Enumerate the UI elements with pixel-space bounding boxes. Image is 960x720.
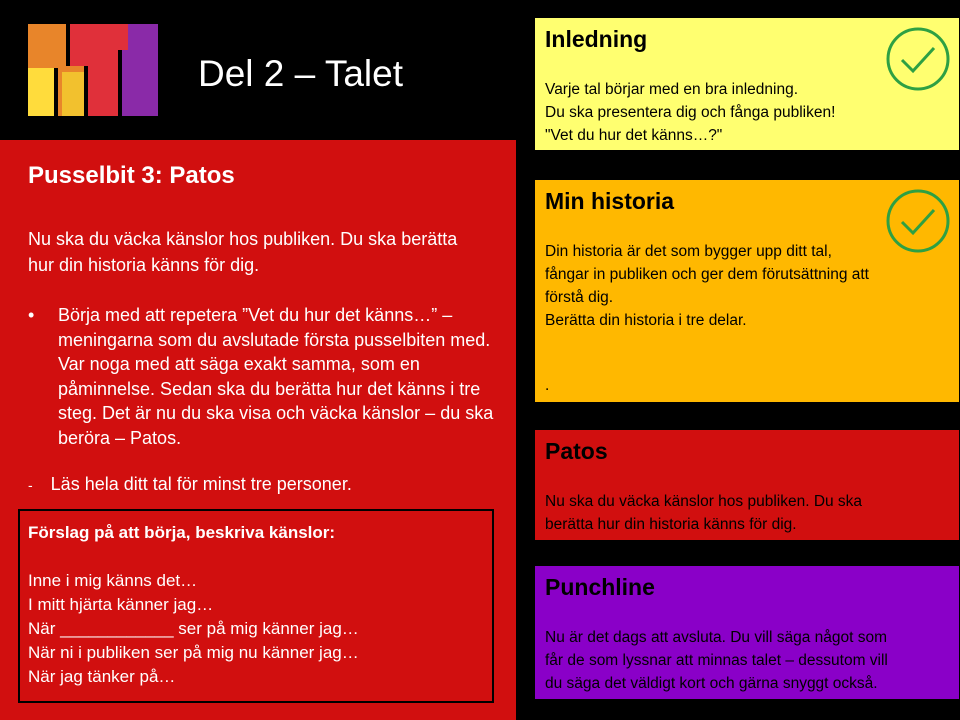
card-trailing: . [545, 377, 550, 394]
card-body [545, 78, 835, 147]
card-line: Din historia är det som bygger upp ditt tal, [545, 243, 832, 260]
suggestion-line: I mitt hjärta känner jag… [28, 595, 214, 614]
section-heading: Pusselbit 3: Patos [28, 162, 235, 189]
bullet-mark: • [28, 305, 35, 325]
card-line: förstå dig. [545, 289, 614, 306]
card-line: berätta hur din historia känns för dig. [545, 516, 797, 533]
page-title: Del 2 – Talet [198, 53, 403, 94]
suggestion-lines [28, 569, 359, 689]
patos-panel [0, 140, 516, 720]
instruction-bullet [28, 303, 508, 450]
card-body [545, 240, 869, 332]
puzzle-logo-icon [22, 20, 162, 120]
suggestion-heading: Förslag på att börja, beskriva känslor: [28, 523, 336, 542]
card-line: "Vet du hur det känns…?" [545, 127, 723, 144]
card-title: Patos [545, 438, 608, 464]
suggestion-line: Inne i mig känns det… [28, 571, 198, 590]
card-title: Punchline [545, 574, 655, 600]
card-line: du säga det väldigt kort och gärna snyggt också. [545, 675, 878, 692]
dash-text: Läs hela ditt tal för minst tre personer. [50, 474, 352, 494]
suggestion-line: När jag tänker på… [28, 667, 176, 686]
card-body [545, 490, 862, 536]
card-line: Nu ska du väcka känslor hos publiken. Du ska [545, 493, 863, 510]
card-line: får de som lyssnar att minnas talet – dessutom vill [545, 652, 888, 669]
card-title: Inledning [545, 26, 648, 52]
checkmark-icon [885, 188, 951, 254]
checkmark-icon [885, 26, 951, 92]
dash-mark: - [28, 477, 33, 493]
card-line: fångar in publiken och ger dem förutsättning att [545, 266, 869, 283]
intro-text: Nu ska du väcka känslor hos publiken. Du ska berätta hur din historia känns för dig. [28, 229, 458, 275]
instruction-dash-item [28, 472, 352, 497]
suggestion-line: När ____________ ser på mig känner jag… [28, 619, 359, 638]
bullet-text: Börja med att repetera ”Vet du hur det känns…” – meningarna som du avslutade första pusselbiten med. Var noga med att säga exakt samma, som en påminnelse. Sedan ska du berätta hur det känns i tre steg. Det är nu du ska visa och väcka känslor – du ska beröra – Patos. [58, 305, 494, 448]
card-line: Varje tal börjar med en bra inledning. [545, 81, 799, 98]
card-inledning [535, 18, 959, 150]
card-patos [535, 430, 959, 540]
card-line: Berätta din historia i tre delar. [545, 312, 747, 329]
card-title: Min historia [545, 188, 675, 214]
card-punchline [535, 566, 959, 699]
card-line: Nu är det dags att avsluta. Du vill säga något som [545, 629, 888, 646]
card-body [545, 626, 888, 695]
suggestion-line: När ni i publiken ser på mig nu känner jag… [28, 643, 359, 662]
card-min-historia [535, 180, 959, 402]
card-line: Du ska presentera dig och fånga publiken! [545, 104, 836, 121]
suggestion-box [18, 509, 494, 703]
